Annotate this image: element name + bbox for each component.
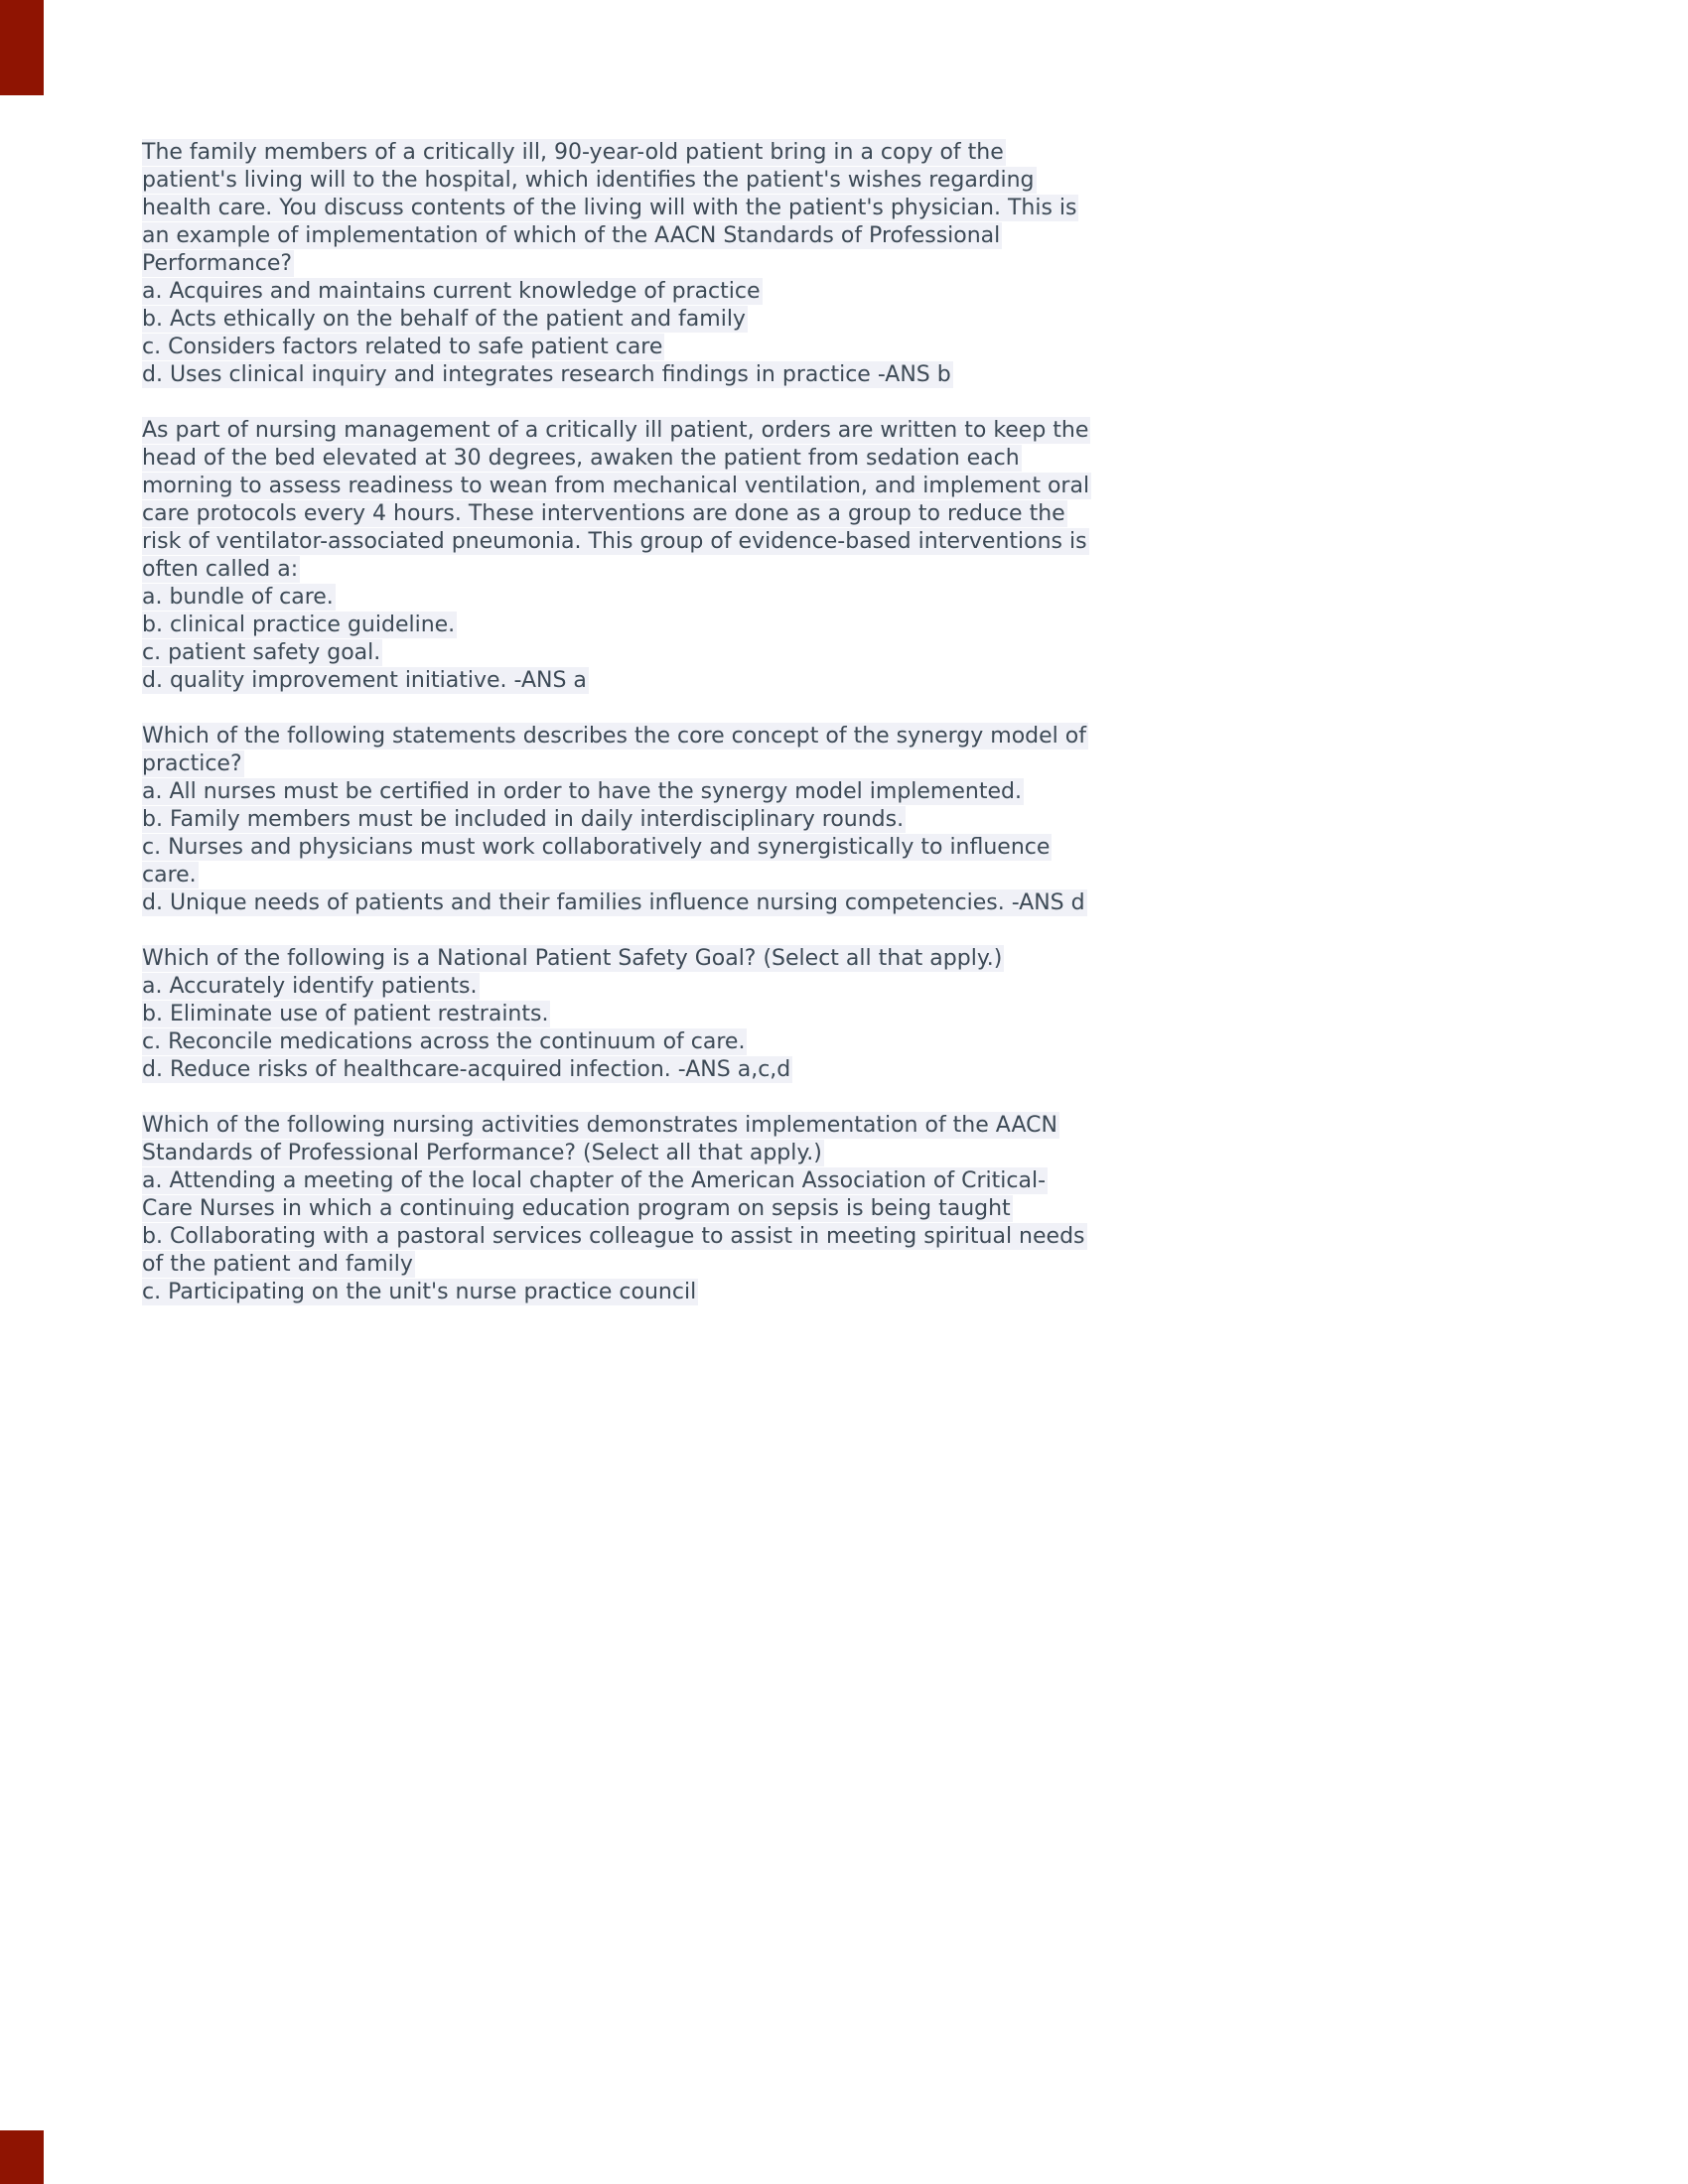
- question-stem-text: As part of nursing management of a critically ill patient, orders are written to keep the head of the bed elevated at 30 degrees, awaken the patient from sedation each morning to assess readiness to wean from mechanical ventilation, and implement oral care protocols every 4 hours. These interventions are done as a group to reduce the risk of ventilator-associated pneumonia. This group of evidence-based interventions is often called a:: [142, 418, 1090, 582]
- answer-option-text: a. Attending a meeting of the local chapter of the American Association of Critical-Care Nurses in which a continuing education program on sepsis is being taught: [142, 1168, 1047, 1221]
- answer-option: [142, 667, 1095, 695]
- answer-option: [142, 1028, 1095, 1056]
- answer-option-text: d. Uses clinical inquiry and integrates research findings in practice -ANS b: [142, 362, 951, 387]
- answer-option-text: b. Family members must be included in daily interdisciplinary rounds.: [142, 807, 905, 832]
- page-corner-top-left: [0, 0, 44, 95]
- answer-option-text: d. Reduce risks of healthcare-acquired infection. -ANS a,c,d: [142, 1057, 791, 1082]
- answer-option-text: c. Considers factors related to safe patient care: [142, 335, 663, 359]
- answer-option: [142, 639, 1095, 667]
- question-stem: [142, 417, 1095, 584]
- answer-option: [142, 1223, 1095, 1279]
- answer-option-text: a. All nurses must be certified in order to have the synergy model implemented.: [142, 779, 1022, 804]
- question-stem-text: Which of the following is a National Patient Safety Goal? (Select all that apply.): [142, 946, 1003, 971]
- page-corner-bottom-left: [0, 2130, 44, 2184]
- answer-option: [142, 834, 1095, 889]
- answer-option: [142, 361, 1095, 389]
- question-stem-text: Which of the following nursing activities demonstrates implementation of the AACN Standards of Professional Performance? (Select all that apply.): [142, 1113, 1057, 1165]
- answer-option-text: b. Collaborating with a pastoral services colleague to assist in meeting spiritual needs of the patient and family: [142, 1224, 1085, 1277]
- question-stem-text: Which of the following statements describes the core concept of the synergy model of practice?: [142, 724, 1086, 776]
- answer-option: [142, 806, 1095, 834]
- answer-option-text: d. quality improvement initiative. -ANS a: [142, 668, 587, 693]
- answer-option: [142, 306, 1095, 334]
- answer-option-text: a. Acquires and maintains current knowledge of practice: [142, 279, 761, 304]
- answer-option: [142, 584, 1095, 612]
- answer-option-text: c. Reconcile medications across the continuum of care.: [142, 1029, 746, 1054]
- question-block: [142, 723, 1095, 917]
- question-stem: [142, 723, 1095, 778]
- answer-option: [142, 973, 1095, 1001]
- answer-option-text: a. Accurately identify patients.: [142, 974, 478, 999]
- answer-option-text: c. Participating on the unit's nurse practice council: [142, 1280, 697, 1304]
- question-block: [142, 945, 1095, 1084]
- question-stem: [142, 139, 1095, 278]
- question-stem: [142, 945, 1095, 973]
- answer-option-text: c. Nurses and physicians must work collaboratively and synergistically to influence care.: [142, 835, 1051, 887]
- question-stem: [142, 1112, 1095, 1167]
- answer-option: [142, 612, 1095, 639]
- question-block: [142, 139, 1095, 389]
- answer-option: [142, 778, 1095, 806]
- answer-option-text: c. patient safety goal.: [142, 640, 381, 665]
- answer-option-text: b. Acts ethically on the behalf of the patient and family: [142, 307, 746, 332]
- answer-option-text: b. clinical practice guideline.: [142, 613, 456, 637]
- answer-option-text: b. Eliminate use of patient restraints.: [142, 1002, 549, 1026]
- answer-option: [142, 334, 1095, 361]
- answer-option: [142, 1279, 1095, 1306]
- question-list: [142, 139, 1095, 1334]
- answer-option: [142, 278, 1095, 306]
- question-block: [142, 417, 1095, 695]
- question-block: [142, 1112, 1095, 1306]
- answer-option-text: a. bundle of care.: [142, 585, 334, 610]
- answer-option-text: d. Unique needs of patients and their families influence nursing competencies. -ANS d: [142, 890, 1085, 915]
- answer-option: [142, 889, 1095, 917]
- answer-option: [142, 1001, 1095, 1028]
- answer-option: [142, 1167, 1095, 1223]
- answer-option: [142, 1056, 1095, 1084]
- question-stem-text: The family members of a critically ill, 90-year-old patient bring in a copy of the patient's living will to the hospital, which identifies the patient's wishes regarding health care. You discuss contents of the living will with the patient's physician. This is an example of implementation of which of the AACN Standards of Professional Performance?: [142, 140, 1077, 276]
